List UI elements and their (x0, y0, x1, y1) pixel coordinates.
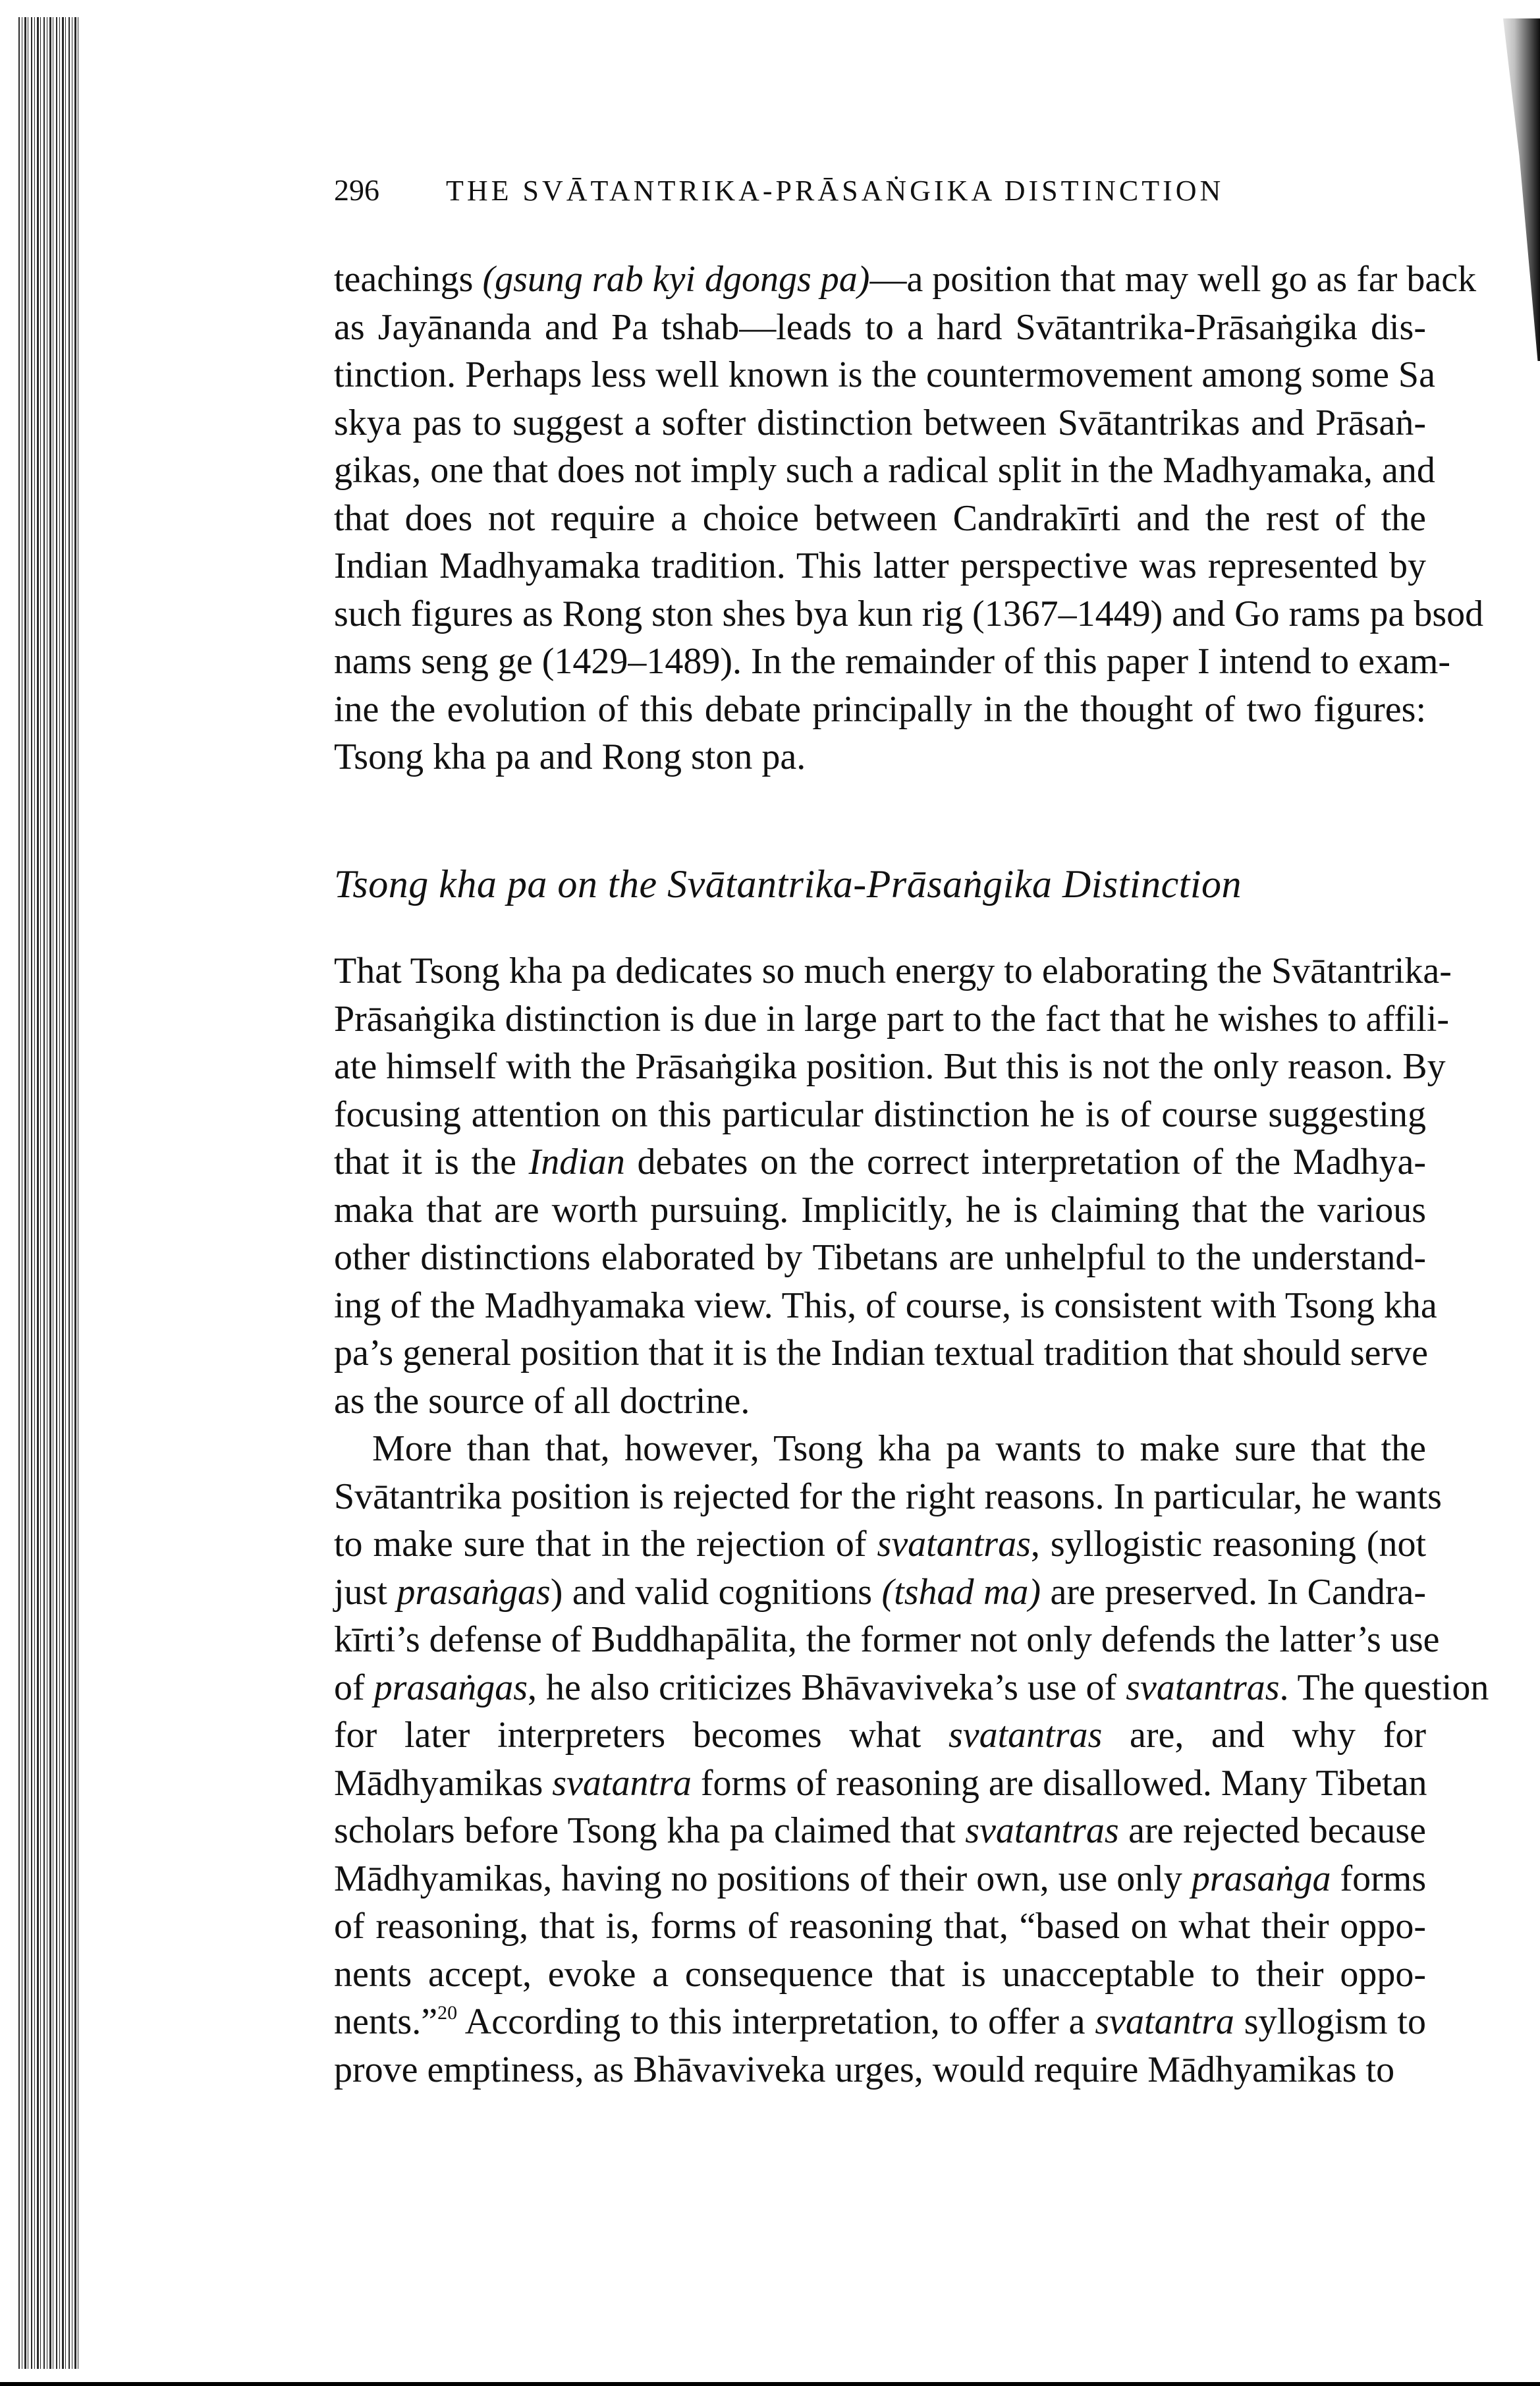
section-heading: Tsong kha pa on the Svātantrika-Prāsaṅgika Distinction (334, 862, 1242, 906)
body-text-section-2 (334, 947, 1489, 2094)
paragraph (334, 947, 1452, 1425)
text-line: that it is the Indian debates on the correct interpretation of the Madhya- (334, 1142, 1426, 1182)
text-line: Tsong kha pa and Rong ston pa. (334, 736, 806, 777)
italic-term: prasaṅgas (373, 1667, 528, 1708)
italic-term: svatantras (1126, 1667, 1280, 1708)
italic-term: svatantra (552, 1762, 692, 1804)
italic-term: svatantra (1095, 2001, 1234, 2042)
scan-bottom-border (0, 2382, 1540, 2386)
text-line: just prasaṅgas) and valid cognitions (tshad ma) are preserved. In Candra- (334, 1571, 1426, 1613)
text-line: to make sure that in the rejection of svatantras, syllogistic reasoning (not (334, 1524, 1427, 1565)
italic-term: prasaṅgas (397, 1571, 551, 1613)
running-head-title: THE SVĀTANTRIKA-PRĀSAṄGIKA DISTINCTION (446, 175, 1224, 207)
italic-term: Indian (528, 1142, 625, 1182)
italic-term: (gsung rab kyi dgongs pa) (482, 259, 870, 300)
text-line: ine the evolution of this debate principally in the thought of two figures: (334, 688, 1426, 730)
text-line: pa’s general position that it is the Indian textual tradition that should serve (334, 1333, 1428, 1373)
text-line: as Jayānanda and Pa tshab—leads to a hard Svātantrika-Prāsaṅgika dis- (334, 306, 1426, 348)
text-line: of prasaṅgas, he also criticizes Bhāvaviveka’s use of svatantras. The question (334, 1667, 1489, 1708)
italic-term: svatantras (948, 1715, 1103, 1756)
running-header (334, 173, 1427, 212)
text-line: gikas, one that does not imply such a radical split in the Madhyamaka, and (334, 450, 1435, 491)
text-line: More than that, however, Tsong kha pa wants to make sure that the (372, 1428, 1426, 1469)
text-line: nents accept, evoke a consequence that is unacceptable to their oppo- (334, 1953, 1426, 1995)
paragraph (334, 1425, 1489, 2094)
text-line: as the source of all doctrine. (334, 1380, 750, 1422)
text-line: that does not require a choice between Candrakīrti and the rest of the (334, 497, 1426, 539)
text-line: prove emptiness, as Bhāvaviveka urges, would require Mādhyamikas to (334, 2049, 1395, 2090)
body-text-section-1 (334, 256, 1484, 781)
italic-term: (tshad ma) (881, 1571, 1041, 1613)
text-line: skya pas to suggest a softer distinction between Svātantrikas and Prāsaṅ- (334, 402, 1426, 443)
italic-term: svatantras (877, 1524, 1031, 1565)
text-line: such figures as Rong ston shes bya kun rig (1367–1449) and Go rams pa bsod (334, 593, 1484, 634)
text-line: teachings (gsung rab kyi dgongs pa)—a position that may well go as far back (334, 259, 1477, 300)
text-line: ate himself with the Prāsaṅgika position. But this is not the only reason. By (334, 1046, 1446, 1087)
text-line: nents.”$^{20}$ According to this interpretation, to offer a svatantra syllogism to (334, 2001, 1426, 2042)
italic-term: svatantras (965, 1810, 1119, 1851)
paragraph (334, 256, 1484, 781)
text-line: That Tsong kha pa dedicates so much energy to elaborating the Svātantrika- (334, 951, 1452, 991)
text-line: kīrti’s defense of Buddhapālita, the former not only defends the latter’s use (334, 1619, 1440, 1660)
text-line: for later interpreters becomes what svatantras are, and why for (334, 1715, 1427, 1756)
page-number: 296 (334, 173, 379, 207)
text-line: maka that are worth pursuing. Implicitly, he is claiming that the various (334, 1189, 1426, 1231)
text-line: other distinctions elaborated by Tibetans are unhelpful to the understand- (334, 1237, 1426, 1278)
italic-term: prasaṅga (1191, 1858, 1331, 1899)
text-line: Mādhyamikas, having no positions of their own, use only prasaṅga forms (334, 1858, 1427, 1899)
text-line: Prāsaṅgika distinction is due in large part to the fact that he wishes to affili- (334, 998, 1450, 1040)
text-line: Indian Madhyamaka tradition. This latter perspective was represented by (334, 545, 1426, 586)
text-line: nams seng ge (1429–1489). In the remainder of this paper I intend to exam- (334, 641, 1451, 682)
text-line: of reasoning, that is, forms of reasoning that, “based on what their oppo- (334, 1906, 1426, 1947)
page-edge-shadow (1494, 18, 1540, 361)
footnote-reference[interactable]: 20 (437, 2002, 458, 2024)
text-line: tinction. Perhaps less well known is the countermovement among some Sa (334, 354, 1435, 395)
text-line: scholars before Tsong kha pa claimed that svatantras are rejected because (334, 1810, 1427, 1851)
text-line: ing of the Madhyamaka view. This, of course, is consistent with Tsong kha (334, 1285, 1437, 1326)
text-line: Svātantrika position is rejected for the right reasons. In particular, he wants (334, 1476, 1442, 1517)
text-line: Mādhyamikas svatantra forms of reasoning are disallowed. Many Tibetan (334, 1762, 1427, 1804)
text-line: focusing attention on this particular distinction he is of course suggesting (334, 1094, 1426, 1135)
book-binding-edge (18, 17, 80, 2369)
